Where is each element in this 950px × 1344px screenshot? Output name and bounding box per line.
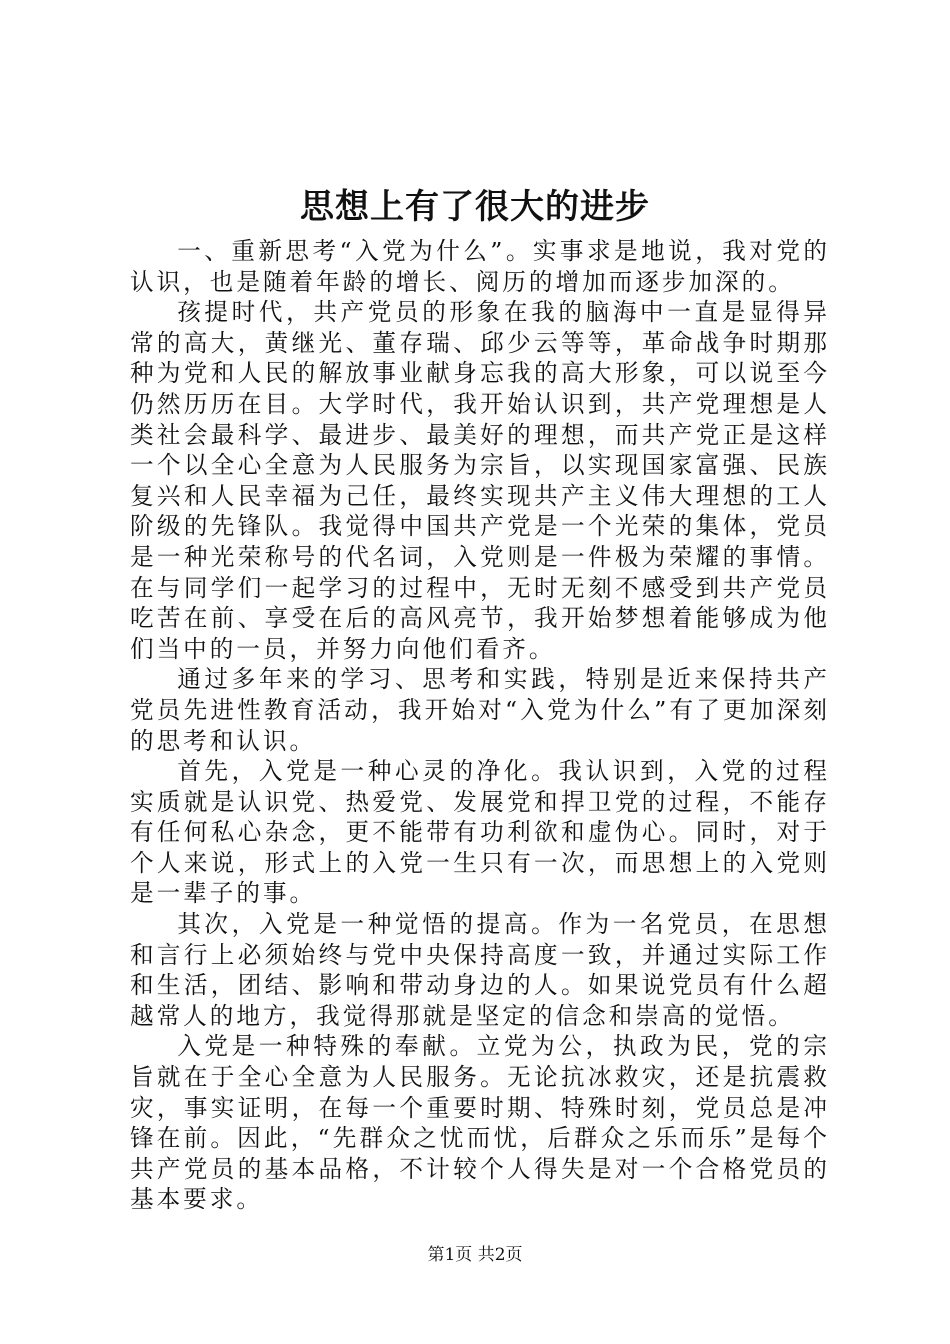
paragraph-6: 入党是一种特殊的奉献。立党为公，执政为民，党的宗旨就在于全心全意为人民服务。无论抗冰救灾，还是抗震救灾，事实证明，在每一个重要时期、特殊时刻，党员总是冲锋在前。因此，“先群众之忧而忧，后群众之乐而乐”是每个共产党员的基本品格，不计较个人得失是对一个合格党员的基本要求。 xyxy=(130,1032,830,1214)
paragraph-5: 其次，入党是一种觉悟的提高。作为一名党员，在思想和言行上必须始终与党中央保持高度一致，并通过实际工作和生活，团结、影响和带动身边的人。如果说党员有什么超越常人的地方，我觉得那就是坚定的信念和崇高的觉悟。 xyxy=(130,910,830,1030)
page-title: 思想上有了很大的进步 xyxy=(300,187,650,227)
page-footer: 第1页 共2页 xyxy=(427,1245,523,1265)
paragraph-4: 首先，入党是一种心灵的净化。我认识到，入党的过程实质就是认识党、热爱党、发展党和捍卫党的过程，不能存有任何私心杂念，更不能带有功利欲和虚伪心。同时，对于个人来说，形式上的入党一生只有一次，而思想上的入党则是一辈子的事。 xyxy=(130,757,830,908)
paragraph-1: 一、重新思考“入党为什么”。实事求是地说，我对党的认识，也是随着年龄的增长、阅历的增加而逐步加深的。 xyxy=(130,237,830,296)
paragraph-3: 通过多年来的学习、思考和实践，特别是近来保持共产党员先进性教育活动，我开始对“入党为什么”有了更加深刻的思考和认识。 xyxy=(130,665,830,755)
document-body xyxy=(130,236,830,1215)
paragraph-2: 孩提时代，共产党员的形象在我的脑海中一直是显得异常的高大，黄继光、董存瑞、邱少云等等，革命战争时期那种为党和人民的解放事业献身忘我的高大形象，可以说至今仍然历历在目。大学时代，我开始认识到，共产党理想是人类社会最科学、最进步、最美好的理想，而共产党正是这样一个以全心全意为人民服务为宗旨，以实现国家富强、民族复兴和人民幸福为己任，最终实现共产主义伟大理想的工人阶级的先锋队。我觉得中国共产党是一个光荣的集体，党员是一种光荣称号的代名词，入党则是一件极为荣耀的事情。在与同学们一起学习的过程中，无时无刻不感受到共产党员吃苦在前、享受在后的高风亮节，我开始梦想着能够成为他们当中的一员，并努力向他们看齐。 xyxy=(130,298,830,663)
